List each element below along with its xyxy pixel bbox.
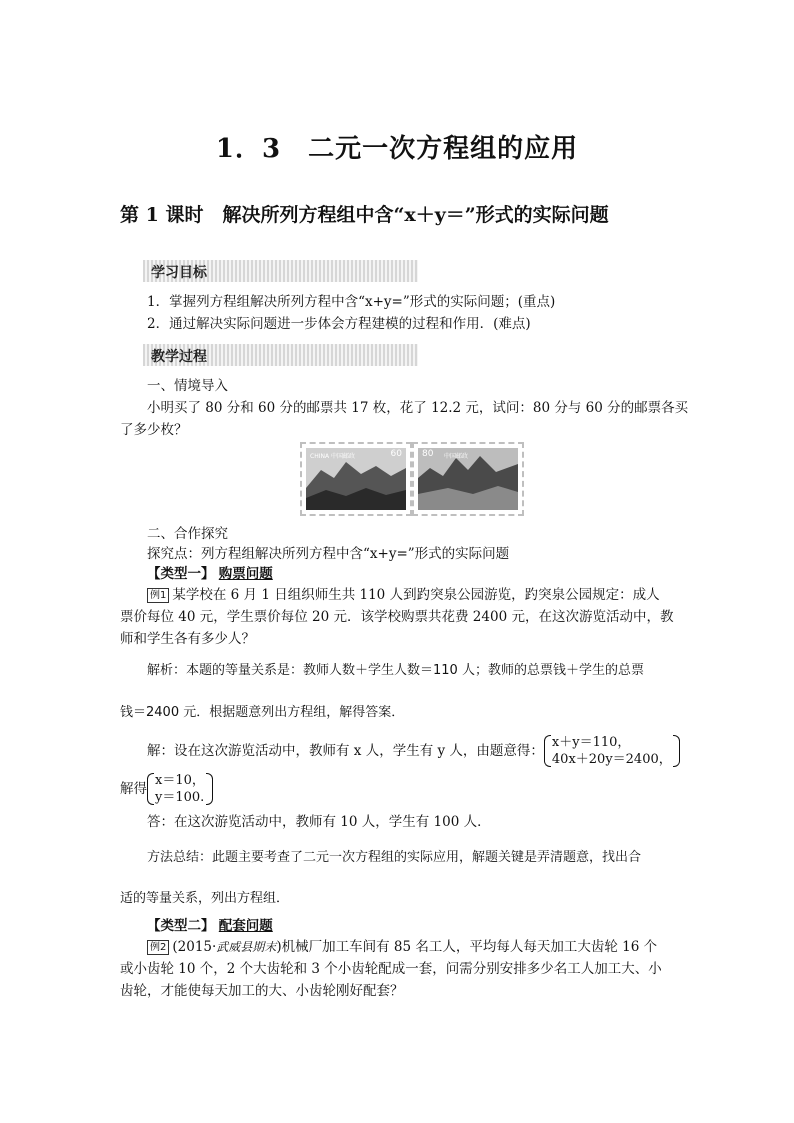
page-title: 1．3 二元一次方程组的应用 (215, 134, 579, 164)
example2-source: (2015· (172, 939, 217, 955)
intro-paragraph-line2: 了多少枚？ (120, 422, 188, 438)
example1-line3: 师和学生各有多少人？ (120, 631, 255, 647)
solved-prefix: 解得 (120, 781, 147, 797)
explore-topic: 探究点：列方程组解决所列方程中含“x+y=”形式的实际问题 (147, 546, 510, 562)
equation-2: 40x＋20y＝2400， (551, 752, 672, 767)
goals-banner (143, 260, 418, 282)
stamp-image-60 (300, 442, 412, 516)
example2-source-name: 武威县期末 (216, 940, 277, 954)
solution-1: x＝10， (155, 773, 205, 788)
lesson-subtitle: 第 1 课时 解决所列方程组中含“x＋y＝”形式的实际问题 (120, 204, 609, 226)
section-heading-explore: 二、合作探究 (147, 526, 228, 542)
example1-text: 某学校在 6 月 1 日组织师生共 110 人到趵突泉公园游览，趵突泉公园规定：成人 (172, 587, 660, 603)
analysis-line1: 解析：本题的等量关系是：教师人数＋学生人数＝110 人；教师的总票钱＋学生的总票 (147, 663, 644, 678)
type1-name: 购票问题 (218, 566, 273, 582)
example2-text: 机械厂加工车间有 85 名工人，平均每人每天加工大齿轮 16 个 (281, 939, 658, 955)
goal-item-2: 2．通过解决实际问题进一步体会方程建模的过程和作用．(难点) (147, 316, 531, 332)
type2-label: 【类型二】 (147, 918, 215, 934)
goals-banner-label: 学习目标 (151, 265, 207, 281)
type1-label: 【类型一】 (147, 566, 215, 582)
example2-tag: 例2 (147, 940, 169, 955)
equation-1: x＋y＝110， (551, 735, 631, 750)
type2-name: 配套问题 (218, 918, 273, 934)
stamp1-caption: CHINA 中国邮政 (310, 453, 355, 460)
intro-paragraph-line1: 小明买了 80 分和 60 分的邮票共 17 枚，花了 12.2 元，试问：80 分与 60 分的邮票各买 (147, 400, 689, 416)
method-summary-line1: 方法总结：此题主要考查了二元一次方程组的实际应用，解题关键是弄清题意，找出合 (147, 850, 642, 865)
analysis-line2: 钱＝2400 元．根据题意列出方程组，解得答案． (120, 705, 405, 720)
example1-tag: 例1 (147, 588, 169, 603)
solved-line (120, 772, 213, 806)
example1-line2: 票价每位 40 元，学生票价每位 20 元．该学校购票共花费 2400 元，在这次游览活动中，教 (120, 609, 674, 625)
method-summary-line2: 适的等量关系，列出方程组． (120, 891, 290, 906)
example2-source-end: ) (276, 939, 282, 955)
solution-2: y＝100. (155, 790, 205, 805)
solution-system (147, 772, 213, 806)
stamp-image-80 (412, 442, 524, 516)
solution-line (147, 734, 680, 768)
stamp2-caption: 中国邮政 (444, 453, 469, 460)
stamp2-value: 80 (422, 449, 434, 459)
example2-line1 (147, 937, 657, 957)
process-banner (143, 344, 418, 366)
example1-line1 (147, 585, 660, 605)
type2-heading (147, 916, 273, 936)
equation-system (544, 734, 680, 768)
goal-item-1: 1．掌握列方程组解决所列方程中含“x+y=”形式的实际问题；(重点) (147, 294, 556, 310)
solution-prefix: 解：设在这次游览活动中，教师有 x 人，学生有 y 人，由题意得： (147, 743, 544, 759)
example2-line2: 或小齿轮 10 个，2 个大齿轮和 3 个小齿轮配成一套，问需分别安排多少名工人加工大、小 (120, 961, 662, 977)
stamp1-value: 60 (390, 449, 402, 459)
example2-line3: 齿轮，才能使每天加工的大、小齿轮刚好配套？ (120, 983, 404, 999)
type1-heading (147, 564, 273, 584)
answer-line: 答：在这次游览活动中，教师有 10 人，学生有 100 人． (147, 814, 491, 830)
process-banner-label: 教学过程 (151, 349, 207, 365)
section-heading-intro: 一、情境导入 (147, 378, 228, 394)
